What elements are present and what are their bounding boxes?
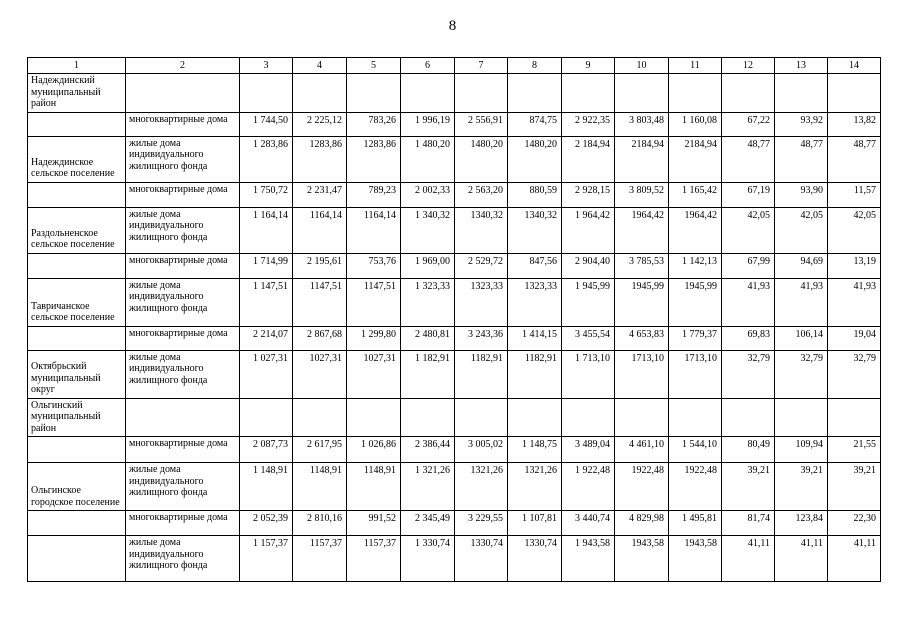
value-cell: 2 184,94 (562, 136, 615, 182)
value-cell (508, 398, 562, 437)
value-cell: 32,79 (722, 350, 775, 398)
table-row (28, 511, 881, 536)
territory-name-cell: Надеждинский муниципальный район (28, 74, 126, 113)
value-cell: 1 283,86 (240, 136, 293, 182)
value-cell: 1 964,42 (562, 207, 615, 253)
value-cell: 3 440,74 (562, 511, 615, 536)
value-cell: 39,21 (722, 463, 775, 511)
value-cell: 1 779,37 (669, 326, 722, 350)
value-cell: 21,55 (828, 437, 881, 463)
value-cell: 2 345,49 (401, 511, 455, 536)
value-cell: 1 744,50 (240, 112, 293, 136)
table-row (28, 326, 881, 350)
value-cell: 2 052,39 (240, 511, 293, 536)
value-cell: 39,21 (828, 463, 881, 511)
table-row (28, 253, 881, 278)
table-row (28, 136, 881, 182)
value-cell: 1480,20 (455, 136, 508, 182)
value-cell (615, 74, 669, 113)
value-cell (401, 398, 455, 437)
value-cell: 1323,33 (508, 278, 562, 326)
header-cell: 1 (28, 58, 126, 74)
page-number: 8 (448, 18, 457, 34)
territory-name-cell: Ольгинское городское поселение (28, 463, 126, 511)
value-cell: 2 922,35 (562, 112, 615, 136)
value-cell: 1 330,74 (401, 536, 455, 582)
value-cell (615, 398, 669, 437)
value-cell: 1182,91 (455, 350, 508, 398)
table-row (28, 350, 881, 398)
value-cell (401, 74, 455, 113)
housing-type-cell: жилые дома индивидуального жилищного фонда (126, 463, 240, 511)
value-cell: 13,82 (828, 112, 881, 136)
housing-type-cell: многоквартирные дома (126, 511, 240, 536)
value-cell: 4 461,10 (615, 437, 669, 463)
value-cell: 1147,51 (293, 278, 347, 326)
value-cell: 80,49 (722, 437, 775, 463)
value-cell: 42,05 (775, 207, 828, 253)
value-cell: 123,84 (775, 511, 828, 536)
header-cell: 13 (775, 58, 828, 74)
housing-type-cell: многоквартирные дома (126, 112, 240, 136)
housing-type-cell: многоквартирные дома (126, 182, 240, 207)
table-row (28, 437, 881, 463)
value-cell: 22,30 (828, 511, 881, 536)
value-cell: 109,94 (775, 437, 828, 463)
value-cell: 3 243,36 (455, 326, 508, 350)
value-cell: 1 495,81 (669, 511, 722, 536)
value-cell (293, 74, 347, 113)
header-cell: 11 (669, 58, 722, 74)
housing-type-cell: многоквартирные дома (126, 437, 240, 463)
value-cell: 847,56 (508, 253, 562, 278)
value-cell (347, 74, 401, 113)
value-cell: 1182,91 (508, 350, 562, 398)
value-cell: 1922,48 (615, 463, 669, 511)
table-row (28, 278, 881, 326)
value-cell: 2 928,15 (562, 182, 615, 207)
value-cell: 880,59 (508, 182, 562, 207)
value-cell: 1 148,75 (508, 437, 562, 463)
value-cell: 48,77 (828, 136, 881, 182)
table-row (28, 536, 881, 582)
value-cell: 13,19 (828, 253, 881, 278)
value-cell: 1713,10 (669, 350, 722, 398)
value-cell (347, 398, 401, 437)
value-cell: 1 969,00 (401, 253, 455, 278)
value-cell: 2 563,20 (455, 182, 508, 207)
value-cell: 32,79 (775, 350, 828, 398)
value-cell: 991,52 (347, 511, 401, 536)
value-cell: 1321,26 (455, 463, 508, 511)
value-cell (293, 398, 347, 437)
header-cell: 9 (562, 58, 615, 74)
value-cell: 3 455,54 (562, 326, 615, 350)
value-cell: 41,93 (828, 278, 881, 326)
territory-name-cell: Ольгинский муниципальный район (28, 398, 126, 437)
value-cell: 1945,99 (615, 278, 669, 326)
table-header-row (28, 58, 881, 74)
value-cell: 753,76 (347, 253, 401, 278)
housing-type-cell: жилые дома индивидуального жилищного фонда (126, 536, 240, 582)
value-cell: 1157,37 (293, 536, 347, 582)
value-cell: 32,79 (828, 350, 881, 398)
value-cell: 1480,20 (508, 136, 562, 182)
table-row (28, 463, 881, 511)
housing-type-cell: жилые дома индивидуального жилищного фонда (126, 207, 240, 253)
value-cell (722, 74, 775, 113)
value-cell: 2 225,12 (293, 112, 347, 136)
value-cell: 2 386,44 (401, 437, 455, 463)
value-cell: 1 714,99 (240, 253, 293, 278)
header-cell: 3 (240, 58, 293, 74)
territory-name-cell (28, 511, 126, 536)
value-cell: 1148,91 (347, 463, 401, 511)
value-cell: 1 323,33 (401, 278, 455, 326)
tariff-table (27, 57, 881, 582)
value-cell: 1027,31 (293, 350, 347, 398)
value-cell (240, 398, 293, 437)
value-cell: 106,14 (775, 326, 828, 350)
value-cell: 1945,99 (669, 278, 722, 326)
header-cell: 10 (615, 58, 669, 74)
housing-type-cell (126, 398, 240, 437)
value-cell: 67,22 (722, 112, 775, 136)
value-cell: 1 321,26 (401, 463, 455, 511)
value-cell: 2 195,61 (293, 253, 347, 278)
table-body (28, 58, 881, 582)
value-cell: 1 157,37 (240, 536, 293, 582)
value-cell: 3 489,04 (562, 437, 615, 463)
value-cell: 48,77 (722, 136, 775, 182)
value-cell (562, 74, 615, 113)
value-cell: 93,90 (775, 182, 828, 207)
territory-name-cell (28, 437, 126, 463)
table-row (28, 182, 881, 207)
value-cell: 19,04 (828, 326, 881, 350)
value-cell: 4 829,98 (615, 511, 669, 536)
header-cell: 14 (828, 58, 881, 74)
value-cell: 2 617,95 (293, 437, 347, 463)
housing-type-cell: многоквартирные дома (126, 326, 240, 350)
value-cell: 2 002,33 (401, 182, 455, 207)
value-cell (240, 74, 293, 113)
header-cell: 12 (722, 58, 775, 74)
value-cell: 1147,51 (347, 278, 401, 326)
value-cell: 1 340,32 (401, 207, 455, 253)
value-cell: 1283,86 (347, 136, 401, 182)
value-cell: 1 182,91 (401, 350, 455, 398)
header-cell: 6 (401, 58, 455, 74)
value-cell: 2 529,72 (455, 253, 508, 278)
table-row (28, 207, 881, 253)
territory-name-cell (28, 182, 126, 207)
value-cell: 1321,26 (508, 463, 562, 511)
value-cell: 2 087,73 (240, 437, 293, 463)
value-cell: 1 142,13 (669, 253, 722, 278)
header-cell: 7 (455, 58, 508, 74)
housing-type-cell: жилые дома индивидуального жилищного фонда (126, 278, 240, 326)
value-cell: 2 556,91 (455, 112, 508, 136)
territory-name-cell: Октябрьский муниципальный округ (28, 350, 126, 398)
value-cell: 1 147,51 (240, 278, 293, 326)
value-cell: 3 005,02 (455, 437, 508, 463)
value-cell: 2 904,40 (562, 253, 615, 278)
value-cell: 1 164,14 (240, 207, 293, 253)
value-cell: 1 996,19 (401, 112, 455, 136)
value-cell: 41,11 (775, 536, 828, 582)
value-cell (669, 74, 722, 113)
value-cell: 1 414,15 (508, 326, 562, 350)
value-cell: 1 544,10 (669, 437, 722, 463)
value-cell: 1 299,80 (347, 326, 401, 350)
value-cell: 1943,58 (615, 536, 669, 582)
value-cell: 1 160,08 (669, 112, 722, 136)
value-cell: 1340,32 (508, 207, 562, 253)
value-cell: 41,11 (828, 536, 881, 582)
header-cell: 8 (508, 58, 562, 74)
table-row (28, 74, 881, 113)
value-cell: 1157,37 (347, 536, 401, 582)
value-cell: 67,99 (722, 253, 775, 278)
territory-name-cell: Тавричанское сельское поселение (28, 278, 126, 326)
value-cell: 1964,42 (615, 207, 669, 253)
value-cell: 1 922,48 (562, 463, 615, 511)
territory-name-cell (28, 253, 126, 278)
value-cell: 2 867,68 (293, 326, 347, 350)
value-cell: 2184,94 (669, 136, 722, 182)
table-row (28, 112, 881, 136)
value-cell: 1 107,81 (508, 511, 562, 536)
value-cell: 3 785,53 (615, 253, 669, 278)
value-cell: 1 026,86 (347, 437, 401, 463)
value-cell: 1 027,31 (240, 350, 293, 398)
value-cell: 1323,33 (455, 278, 508, 326)
value-cell: 41,11 (722, 536, 775, 582)
value-cell: 93,92 (775, 112, 828, 136)
housing-type-cell: многоквартирные дома (126, 253, 240, 278)
value-cell: 789,23 (347, 182, 401, 207)
value-cell (455, 398, 508, 437)
value-cell: 4 653,83 (615, 326, 669, 350)
value-cell: 1 713,10 (562, 350, 615, 398)
value-cell: 1 148,91 (240, 463, 293, 511)
value-cell: 1164,14 (293, 207, 347, 253)
value-cell: 3 229,55 (455, 511, 508, 536)
value-cell: 1 943,58 (562, 536, 615, 582)
value-cell: 2 810,16 (293, 511, 347, 536)
value-cell: 1027,31 (347, 350, 401, 398)
value-cell: 42,05 (828, 207, 881, 253)
value-cell: 69,83 (722, 326, 775, 350)
territory-name-cell: Надеждинское сельское поселение (28, 136, 126, 182)
value-cell: 1148,91 (293, 463, 347, 511)
value-cell: 81,74 (722, 511, 775, 536)
header-cell: 4 (293, 58, 347, 74)
value-cell (828, 74, 881, 113)
value-cell: 874,75 (508, 112, 562, 136)
value-cell: 41,93 (775, 278, 828, 326)
territory-name-cell (28, 112, 126, 136)
value-cell: 41,93 (722, 278, 775, 326)
territory-name-cell (28, 536, 126, 582)
value-cell: 1330,74 (508, 536, 562, 582)
value-cell: 2 480,81 (401, 326, 455, 350)
value-cell: 1330,74 (455, 536, 508, 582)
value-cell: 1922,48 (669, 463, 722, 511)
value-cell (775, 398, 828, 437)
value-cell: 1 480,20 (401, 136, 455, 182)
housing-type-cell (126, 74, 240, 113)
value-cell: 3 803,48 (615, 112, 669, 136)
value-cell: 783,26 (347, 112, 401, 136)
value-cell: 1340,32 (455, 207, 508, 253)
territory-name-cell: Раздольненское сельское поселение (28, 207, 126, 253)
value-cell (562, 398, 615, 437)
value-cell: 48,77 (775, 136, 828, 182)
value-cell: 67,19 (722, 182, 775, 207)
housing-type-cell: жилые дома индивидуального жилищного фонда (126, 350, 240, 398)
value-cell: 2 231,47 (293, 182, 347, 207)
value-cell: 1964,42 (669, 207, 722, 253)
value-cell (828, 398, 881, 437)
value-cell: 94,69 (775, 253, 828, 278)
value-cell (508, 74, 562, 113)
value-cell (669, 398, 722, 437)
header-cell: 2 (126, 58, 240, 74)
value-cell: 1164,14 (347, 207, 401, 253)
value-cell: 1 945,99 (562, 278, 615, 326)
value-cell: 1 750,72 (240, 182, 293, 207)
value-cell: 42,05 (722, 207, 775, 253)
value-cell (455, 74, 508, 113)
value-cell: 3 809,52 (615, 182, 669, 207)
territory-name-cell (28, 326, 126, 350)
value-cell: 2184,94 (615, 136, 669, 182)
housing-type-cell: жилые дома индивидуального жилищного фонда (126, 136, 240, 182)
header-cell: 5 (347, 58, 401, 74)
value-cell: 2 214,07 (240, 326, 293, 350)
table-row (28, 398, 881, 437)
value-cell: 1 165,42 (669, 182, 722, 207)
value-cell: 11,57 (828, 182, 881, 207)
value-cell: 1283,86 (293, 136, 347, 182)
value-cell: 1713,10 (615, 350, 669, 398)
value-cell (722, 398, 775, 437)
value-cell: 1943,58 (669, 536, 722, 582)
value-cell: 39,21 (775, 463, 828, 511)
value-cell (775, 74, 828, 113)
